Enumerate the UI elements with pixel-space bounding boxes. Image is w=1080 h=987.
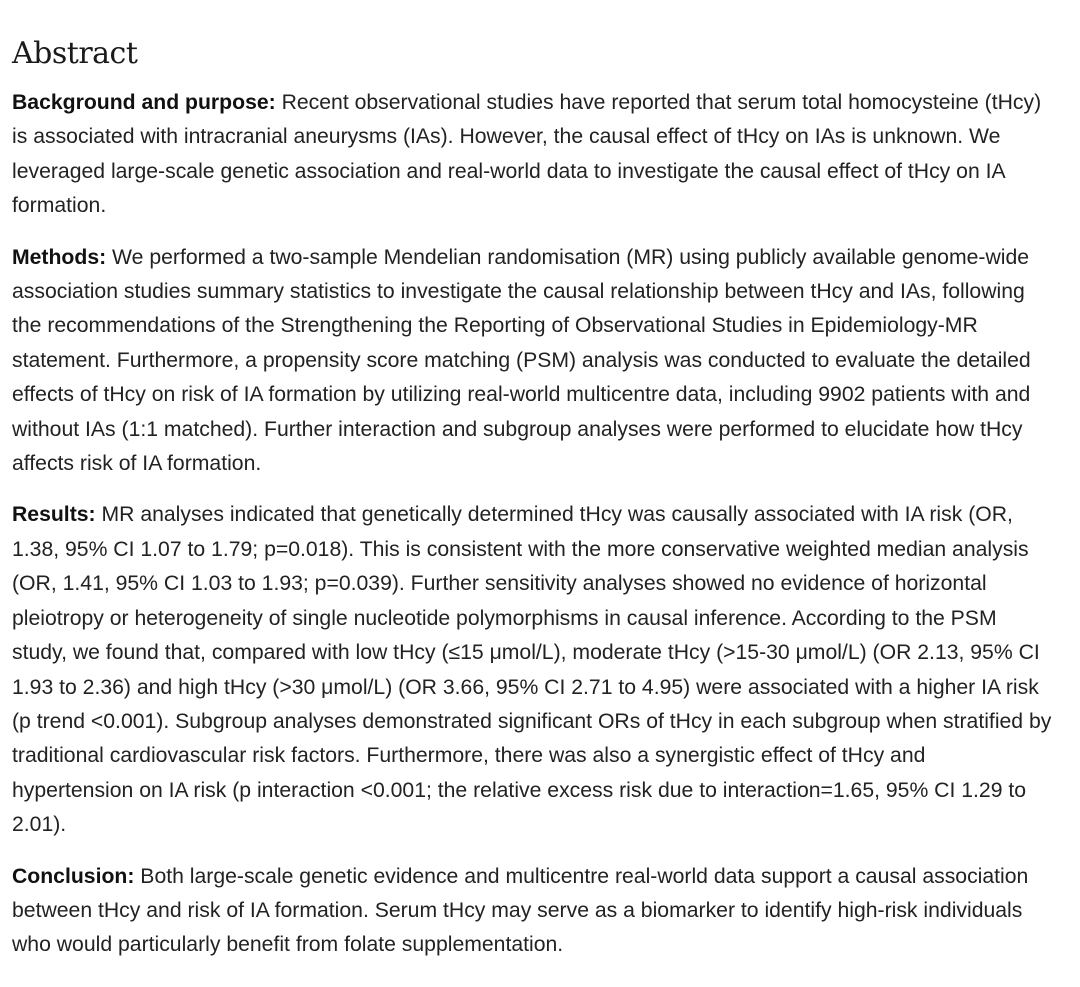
section-text-results: MR analyses indicated that genetically determined tHcy was causally associated with IA risk (OR, 1.38, 95% CI 1.07 to 1.79; p=0.018). This is consistent with the more conservative weighted median analysis (OR, 1.41, 95% CI 1.03 to 1.93; p=0.039). Further sensitivity analyses showed no evidence of horizontal pleiotropy or heterogeneity of single nucleotide polymorphisms in causal inference. According to the PSM study, we found that, compared with low tHcy (≤15 μmol/L), moderate tHcy (>15-30 μmol/L) (OR 2.13, 95% CI 1.93 to 2.36) and high tHcy (>30 μmol/L) (OR 3.66, 95% CI 2.71 to 4.95) were associated with a higher IA risk (p trend <0.001). Subgroup analyses demonstrated significant ORs of tHcy in each subgroup when stratified by traditional cardiovascular risk factors. Furthermore, there was also a synergistic effect of tHcy and hypertension on IA risk (p interaction <0.001; the relative excess risk due to interaction=1.65, 95% CI 1.29 to 2.01).: [12, 503, 1052, 837]
abstract-section-results: [12, 498, 1052, 842]
abstract-section-background: [12, 86, 1052, 224]
section-text-methods: We performed a two-sample Mendelian randomisation (MR) using publicly available genome-wide association studies summary statistics to investigate the causal relationship between tHcy and IAs, following the recommendations of the Strengthening the Reporting of Observational Studies in Epidemiology-MR statement. Furthermore, a propensity score matching (PSM) analysis was conducted to evaluate the detailed effects of tHcy on risk of IA formation by utilizing real-world multicentre data, including 9902 patients with and without IAs (1:1 matched). Further interaction and subgroup analyses were performed to elucidate how tHcy affects risk of IA formation.: [12, 245, 1031, 476]
abstract-section-conclusion: [12, 860, 1052, 963]
section-label-background: Background and purpose:: [12, 91, 276, 114]
abstract-heading: Abstract: [12, 36, 138, 71]
section-label-methods: Methods:: [12, 245, 107, 269]
section-label-conclusion: Conclusion:: [12, 864, 135, 888]
section-text-background: Recent observational studies have reported that serum total homocysteine (tHcy) is associated with intracranial aneurysms (IAs). However, the causal effect of tHcy on IAs is unknown. We leveraged large-scale genetic association and real-world data to investigate the causal effect of tHcy on IA formation.: [12, 91, 1042, 218]
abstract-section-methods: [12, 241, 1052, 482]
section-label-results: Results:: [12, 503, 96, 527]
section-text-conclusion: Both large-scale genetic evidence and multicentre real-world data support a causal association between tHcy and risk of IA formation. Serum tHcy may serve as a biomarker to identify high-risk individuals who would particularly benefit from folate supplementation.: [12, 864, 1029, 957]
